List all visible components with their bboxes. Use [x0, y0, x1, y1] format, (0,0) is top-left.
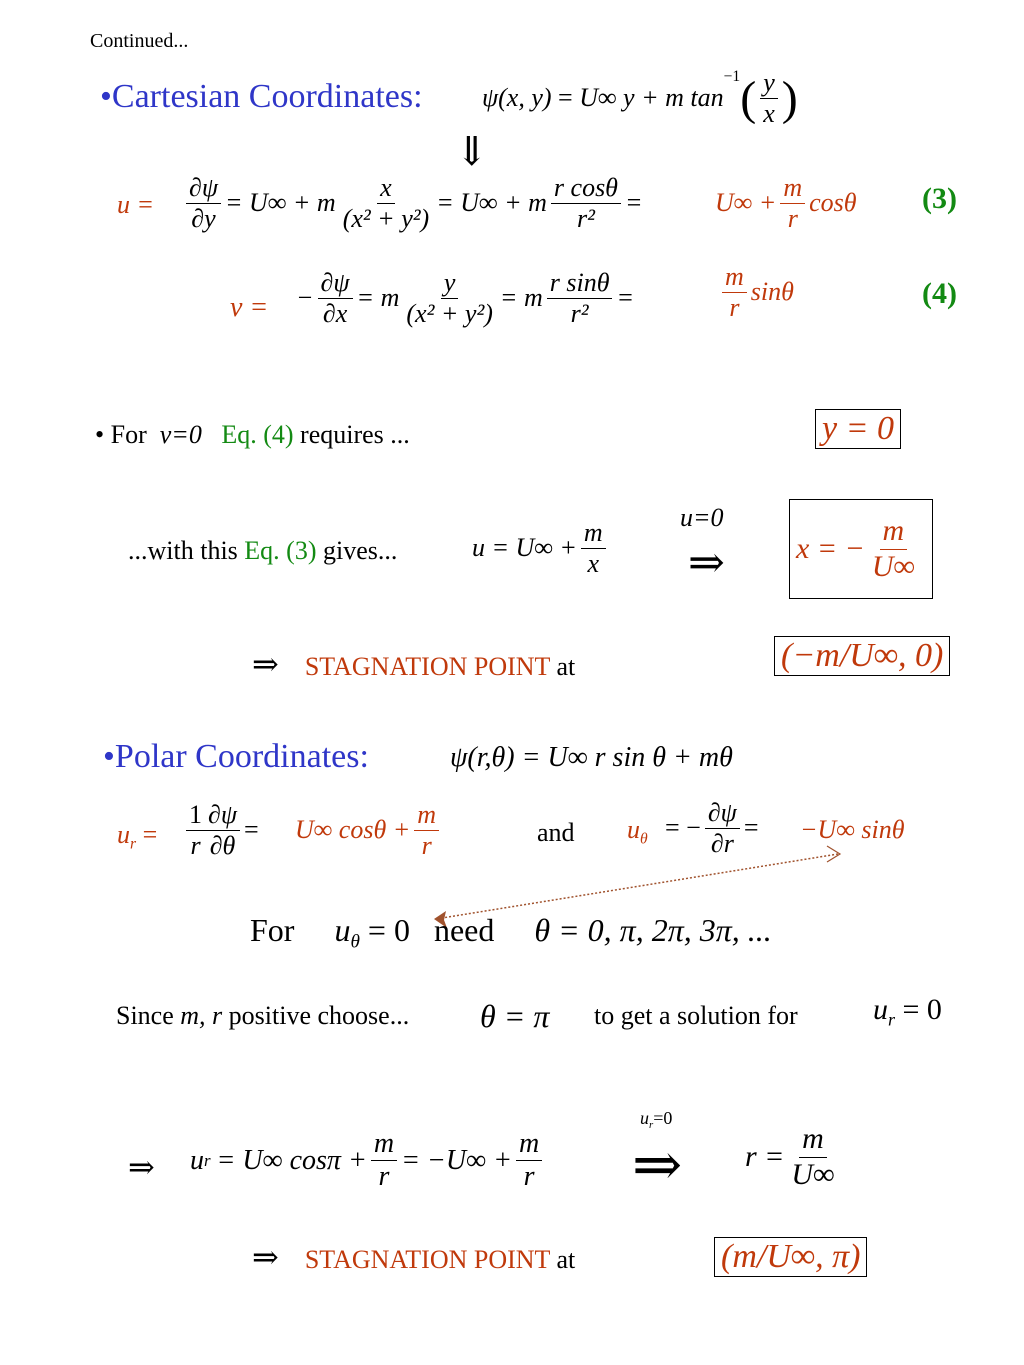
box-lhs: x = − [796, 532, 865, 565]
final-arrow-label [640, 1108, 672, 1131]
and-text: and [537, 818, 575, 847]
denominator: ∂y [191, 203, 216, 233]
equation-number-3: (3) [922, 182, 957, 215]
denominator: r [523, 1161, 535, 1193]
denominator: U∞ [871, 549, 915, 583]
numerator: r sinθ [547, 268, 613, 299]
theta-values: θ = 0, π, 2π, 3π, ... [534, 912, 772, 948]
v-mid2: = m [499, 283, 543, 313]
v-eq-end: = [616, 283, 635, 313]
result-part: U∞ + [715, 188, 777, 218]
u-lhs: u = [117, 190, 155, 219]
stagnation-label: STAGNATION POINT [304, 652, 550, 681]
at-text: at [556, 1245, 576, 1274]
lhs: u [627, 815, 640, 844]
theta-choice: θ = π [480, 998, 550, 1034]
numerator: ∂ψ [318, 268, 353, 299]
implies-arrow-icon: ⇒ [252, 646, 279, 682]
lhs-subscript: r [204, 1150, 211, 1170]
for-text: For [110, 420, 147, 449]
final-arrow-icon: ⇒ [128, 1149, 155, 1185]
expr1: = U∞ cosπ + [216, 1144, 367, 1176]
label-eq: =0 [653, 1108, 673, 1128]
implies-arrow-icon: ⇒ [688, 538, 725, 587]
equation-number-4: (4) [922, 277, 957, 310]
cartesian-psi-equation: ψ(x, y) = U∞ y + m tan −1 ( $\frac{y}{x}$ ) [482, 68, 798, 128]
numerator: ∂ψ [205, 800, 240, 831]
v-lhs: v = [230, 292, 269, 323]
requires-text: requires ... [300, 420, 410, 449]
lhs: u [117, 820, 130, 849]
psi-inverse: −1 [723, 68, 741, 85]
stagnation-point-box-2: (m/U∞, π) [714, 1237, 867, 1277]
target-eq: = 0 [902, 993, 942, 1026]
heading-text: Polar Coordinates: [114, 738, 369, 775]
stagnation-line-2 [252, 1238, 575, 1276]
big-implies-arrow-icon: ⇒ [632, 1132, 683, 1198]
result-part: cosθ [809, 188, 857, 218]
denominator: r² [576, 203, 595, 233]
utheta-result: −U∞ sinθ [800, 815, 905, 844]
eq: = [743, 813, 759, 843]
denominator: (x² + y²) [342, 203, 430, 233]
final-derivation [190, 1128, 546, 1193]
denominator: r [729, 292, 740, 322]
result-part: U∞ cosθ + [295, 815, 411, 845]
since-text: Since [116, 1001, 174, 1030]
numerator: x [377, 173, 395, 204]
continued-label: Continued... [90, 30, 189, 52]
denominator: r [378, 1161, 390, 1193]
condition-eq: = 0 [367, 912, 410, 948]
v-mid1: = m [356, 283, 400, 313]
numerator: r cosθ [551, 173, 621, 204]
denominator: ∂r [710, 828, 734, 858]
condition: v=0 [159, 420, 202, 449]
eq: = [142, 820, 158, 849]
denominator: r [190, 830, 201, 860]
heading-text: Cartesian Coordinates: [111, 78, 423, 115]
denominator: ∂x [322, 298, 348, 328]
u-eq-end: = [624, 188, 643, 218]
lhs: u [190, 1144, 204, 1176]
arrow-label: u=0 [680, 503, 724, 532]
psi-lhs: ψ(x, y) [482, 83, 552, 113]
fraction-numerator: y [760, 68, 778, 99]
stagnation-point-box-1: (−m/U∞, 0) [774, 636, 950, 676]
since-line [116, 1001, 409, 1031]
stagnation-label: STAGNATION POINT [304, 1245, 550, 1274]
choose-text: positive choose... [228, 1001, 410, 1030]
numerator: m [799, 1122, 827, 1158]
numerator: m [780, 173, 805, 204]
psi-term: U∞ y + m tan [579, 83, 724, 113]
for-text: For [250, 912, 295, 948]
denominator: (x² + y²) [406, 298, 493, 328]
label-subscript: r [649, 1118, 654, 1131]
numerator: m [581, 518, 606, 549]
denominator: ∂θ [209, 830, 236, 860]
condition-subscript: θ [350, 931, 360, 953]
denominator: r [421, 830, 432, 860]
m-over-r-fraction [516, 1128, 542, 1193]
expr-text: u = U∞ + [472, 533, 577, 563]
lhs-subscript: r [130, 835, 137, 853]
variables: m, r [180, 1001, 223, 1030]
numerator: m [722, 262, 747, 293]
bullet: • [95, 420, 105, 449]
target-subscript: r [888, 1009, 896, 1030]
down-arrow-icon: ⇓ [455, 129, 489, 174]
at-text: at [556, 652, 576, 681]
numerator: y [441, 268, 459, 299]
solution-text: to get a solution for [594, 1001, 798, 1030]
numerator: ∂ψ [186, 173, 221, 204]
need-text: need [433, 912, 495, 948]
numerator: m [880, 514, 908, 550]
bullet: • [103, 738, 115, 775]
equation-reference: Eq. (3) [244, 536, 317, 565]
denominator: x [587, 548, 600, 578]
for-utheta-line [250, 912, 772, 954]
with-text: ...with this [128, 536, 238, 565]
numerator: m [414, 800, 439, 831]
numerator: m [371, 1128, 397, 1161]
denominator: r² [570, 298, 589, 328]
target: u [873, 993, 888, 1026]
minus-sign: − [296, 283, 314, 313]
result-part: sinθ [750, 277, 794, 307]
eq: = [244, 815, 259, 845]
ur-target [873, 993, 942, 1030]
bullet: • [100, 78, 112, 115]
gives-text: gives... [323, 536, 398, 565]
numerator: m [516, 1128, 542, 1161]
label: u [640, 1108, 649, 1128]
denominator: U∞ [791, 1157, 835, 1191]
eq: = − [665, 813, 701, 843]
result-lhs: r = [745, 1140, 785, 1173]
r-result [745, 1122, 841, 1192]
y-zero-box: y = 0 [815, 409, 901, 449]
expr2: = −U∞ + [401, 1144, 512, 1176]
m-over-r-fraction [371, 1128, 397, 1193]
psi-eq: = [558, 83, 573, 113]
implies-arrow-icon: ⇒ [252, 1239, 279, 1275]
fraction-denominator: x [763, 98, 775, 128]
condition: u [334, 912, 351, 948]
polar-psi-equation: ψ(r,θ) = U∞ r sin θ + mθ [450, 742, 733, 773]
denominator: r [787, 203, 798, 233]
u-mid2: = U∞ + m [436, 188, 547, 218]
numerator: ∂ψ [705, 798, 740, 829]
result-fraction [788, 1122, 837, 1192]
numerator: 1 [186, 800, 205, 831]
u-mid1: = U∞ + m [225, 188, 336, 218]
equation-reference: Eq. (4) [221, 420, 294, 449]
lhs-subscript: θ [640, 830, 648, 848]
